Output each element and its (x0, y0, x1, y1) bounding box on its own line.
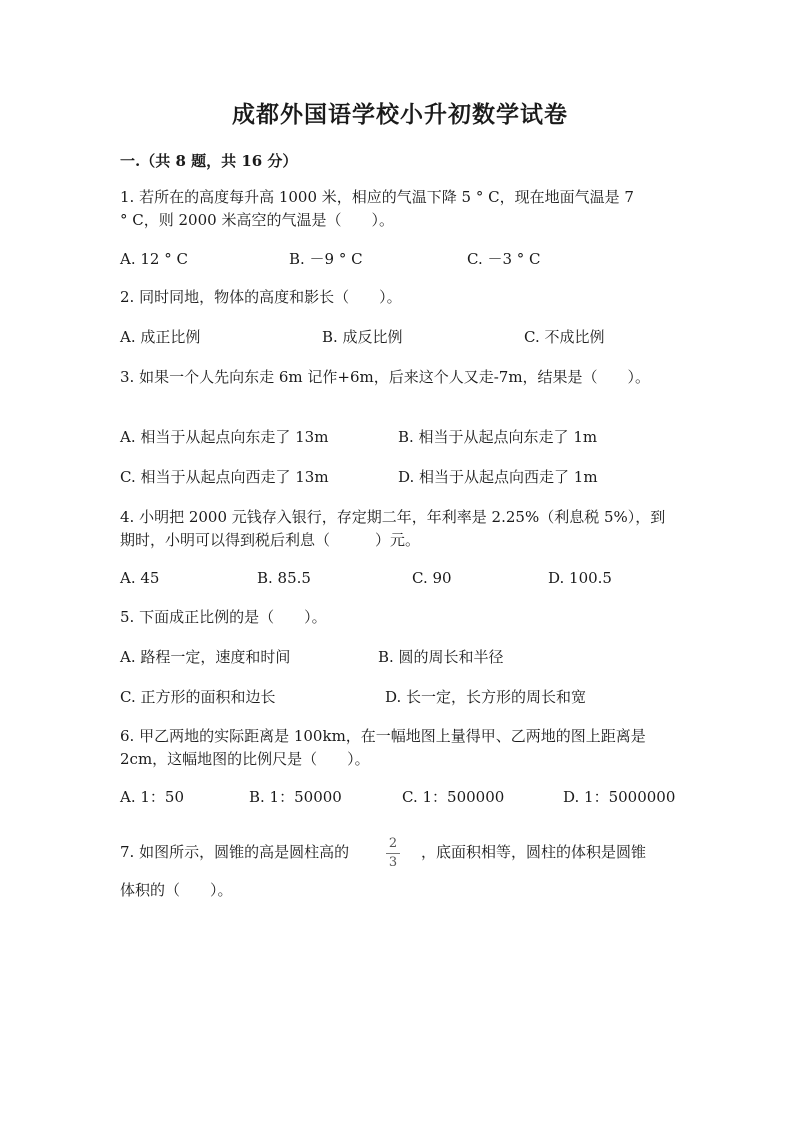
section-heading: 一.（共 8 题，共 16 分） (120, 152, 298, 170)
question-3-option-d: D. 相当于从起点向西走了 1m (398, 468, 598, 486)
question-1-option-b: B. －9 ° C (289, 250, 363, 268)
question-3-option-a: A. 相当于从起点向东走了 13m (120, 428, 329, 446)
question-3-line-1: 3. 如果一个人先向东走 6m 记作+6m，后来这个人又走-7m，结果是（ ）。 (120, 368, 651, 386)
question-7-line-1a: 7. 如图所示，圆锥的高是圆柱高的 (120, 843, 350, 861)
question-4-option-c: C. 90 (412, 569, 452, 587)
question-5-option-d: D. 长一定，长方形的周长和宽 (385, 688, 587, 706)
page-title: 成都外国语学校小升初数学试卷 (232, 101, 568, 128)
question-6-option-c: C. 1：500000 (402, 788, 505, 806)
question-2-option-a: A. 成正比例 (120, 328, 201, 346)
question-2-line-1: 2. 同时同地，物体的高度和影长（ ）。 (120, 288, 402, 306)
question-4-option-d: D. 100.5 (548, 569, 612, 587)
question-4-option-b: B. 85.5 (257, 569, 311, 587)
question-4-option-a: A. 45 (120, 569, 160, 587)
question-5-line-1: 5. 下面成正比例的是（ ）。 (120, 608, 327, 626)
question-4-line-2: 期时，小明可以得到税后利息（ ）元。 (120, 531, 421, 549)
question-5-option-a: A. 路程一定，速度和时间 (120, 648, 291, 666)
question-4-line-1: 4. 小明把 2000 元钱存入银行，存定期二年，年利率是 2.25%（利息税 5%），到 (120, 508, 666, 526)
question-2-option-c: C. 不成比例 (524, 328, 605, 346)
question-7-line-1b: ，底面积相等，圆柱的体积是圆锥 (421, 843, 647, 861)
question-5-option-b: B. 圆的周长和半径 (378, 648, 504, 666)
question-1-option-a: A. 12 ° C (120, 250, 188, 268)
question-6-line-1: 6. 甲乙两地的实际距离是 100km，在一幅地图上量得甲、乙两地的图上距离是 (120, 727, 646, 745)
question-6-option-a: A. 1：50 (120, 788, 184, 806)
question-6-option-b: B. 1：50000 (249, 788, 342, 806)
question-1-line-1: 1. 若所在的高度每升高 1000 米，相应的气温下降 5 ° C，现在地面气温是 7 (120, 188, 634, 206)
question-1-line-2: ° C，则 2000 米高空的气温是（ ）。 (120, 211, 394, 229)
question-6-line-2: 2cm，这幅地图的比例尺是（ ）。 (120, 750, 370, 768)
fraction-two-thirds (384, 836, 402, 871)
question-2-option-b: B. 成反比例 (322, 328, 403, 346)
fraction-numerator: 2 (388, 836, 398, 851)
fraction-denominator: 3 (388, 855, 398, 870)
question-1-option-c: C. －3 ° C (467, 250, 541, 268)
question-3-option-c: C. 相当于从起点向西走了 13m (120, 468, 329, 486)
question-5-option-c: C. 正方形的面积和边长 (120, 688, 276, 706)
question-3-option-b: B. 相当于从起点向东走了 1m (398, 428, 598, 446)
question-6-option-d: D. 1：5000000 (563, 788, 676, 806)
question-7-line-2: 体积的（ ）。 (120, 881, 233, 899)
fraction-bar (386, 853, 400, 854)
